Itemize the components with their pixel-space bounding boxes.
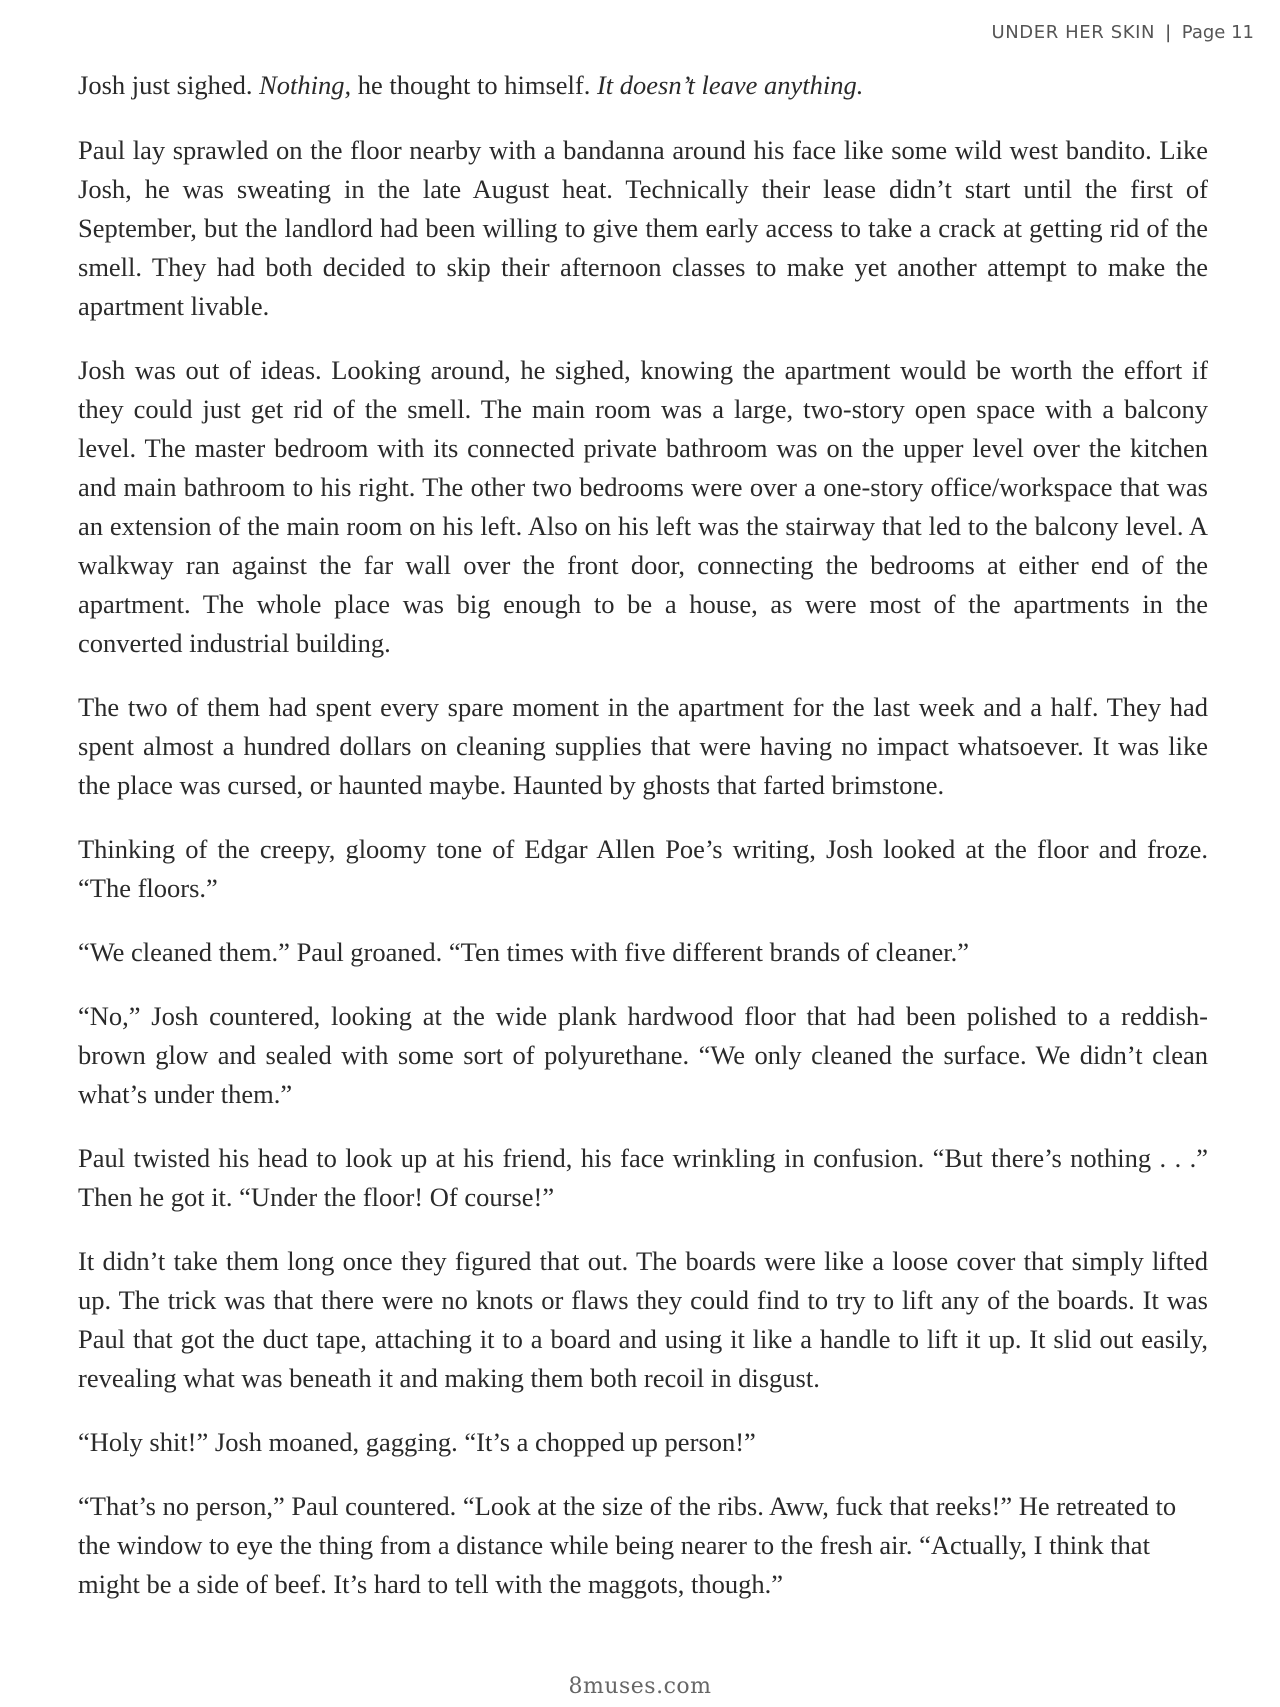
paragraph-7: “No,” Josh countered, looking at the wide plank hardwood floor that had been polished to a reddish-brown glow and sealed with some sort of polyurethane. “We only cleaned the surface. We didn’t clean what’s under them.” bbox=[78, 1001, 1208, 1109]
header-separator: | bbox=[1165, 22, 1172, 43]
paragraph-1 bbox=[78, 66, 1208, 105]
story-text bbox=[78, 66, 1208, 1629]
paragraph-3: Josh was out of ideas. Looking around, he sighed, knowing the apartment would be worth the effort if they could just get rid of the smell. The main room was a large, two-story open space with a balcony level. The master bedroom with its connected private bathroom was on the upper level over the kitchen and main bathroom to his right. The other two bedrooms were over a one-story office/workspace that was an extension of the main room on his left. Also on his left was the stairway that led to the balcony level. A walkway ran against the far wall over the front door, connecting the bedrooms at either end of the apartment. The whole place was big enough to be a house, as were most of the apartments in the converted industrial building. bbox=[78, 355, 1208, 658]
running-header bbox=[991, 22, 1254, 43]
paragraph-1-italic-thought-2: It doesn’t leave anything. bbox=[596, 70, 864, 100]
paragraph-1-part-c: he thought to himself. bbox=[351, 70, 597, 100]
paragraph-11: “That’s no person,” Paul countered. “Look at the size of the ribs. Aww, fuck that reeks!” He retreated to the window to eye the thing from a distance while being nearer to the fresh air. “Actually, I think that might be a side of beef. It’s hard to tell with the maggots, though.” bbox=[78, 1491, 1177, 1599]
paragraph-2: Paul lay sprawled on the floor nearby with a bandanna around his face like some wild west bandito. Like Josh, he was sweating in the late August heat. Technically their lease didn’t start until the first of September, but the landlord had been willing to give them early access to take a crack at getting rid of the smell. They had both decided to skip their afternoon classes to make yet another attempt to make the apartment livable. bbox=[78, 135, 1208, 321]
page-number: Page 11 bbox=[1181, 22, 1254, 43]
watermark: 8muses.com bbox=[568, 1674, 712, 1699]
paragraph-9: It didn’t take them long once they figured that out. The boards were like a loose cover that simply lifted up. The trick was that there were no knots or flaws they could find to try to lift any of the boards. It was Paul that got the duct tape, attaching it to a board and using it like a handle to lift it up. It slid out easily, revealing what was beneath it and making them both recoil in disgust. bbox=[78, 1246, 1208, 1393]
paragraph-10: “Holy shit!” Josh moaned, gagging. “It’s a chopped up person!” bbox=[78, 1427, 756, 1457]
paragraph-1-italic-thought: Nothing, bbox=[259, 70, 352, 100]
paragraph-4: The two of them had spent every spare moment in the apartment for the last week and a half. They had spent almost a hundred dollars on cleaning supplies that were having no impact whatsoever. It was like the place was cursed, or haunted maybe. Haunted by ghosts that farted brimstone. bbox=[78, 692, 1208, 800]
paragraph-6: “We cleaned them.” Paul groaned. “Ten times with five different brands of cleaner.” bbox=[78, 937, 969, 967]
paragraph-1-part-a: Josh just sighed. bbox=[78, 70, 260, 100]
paragraph-5: Thinking of the creepy, gloomy tone of Edgar Allen Poe’s writing, Josh looked at the floor and froze. “The floors.” bbox=[78, 834, 1208, 903]
paragraph-8: Paul twisted his head to look up at his friend, his face wrinkling in confusion. “But there’s nothing . . .” Then he got it. “Under the floor! Of course!” bbox=[78, 1143, 1208, 1212]
book-title: UNDER HER SKIN bbox=[991, 22, 1156, 43]
